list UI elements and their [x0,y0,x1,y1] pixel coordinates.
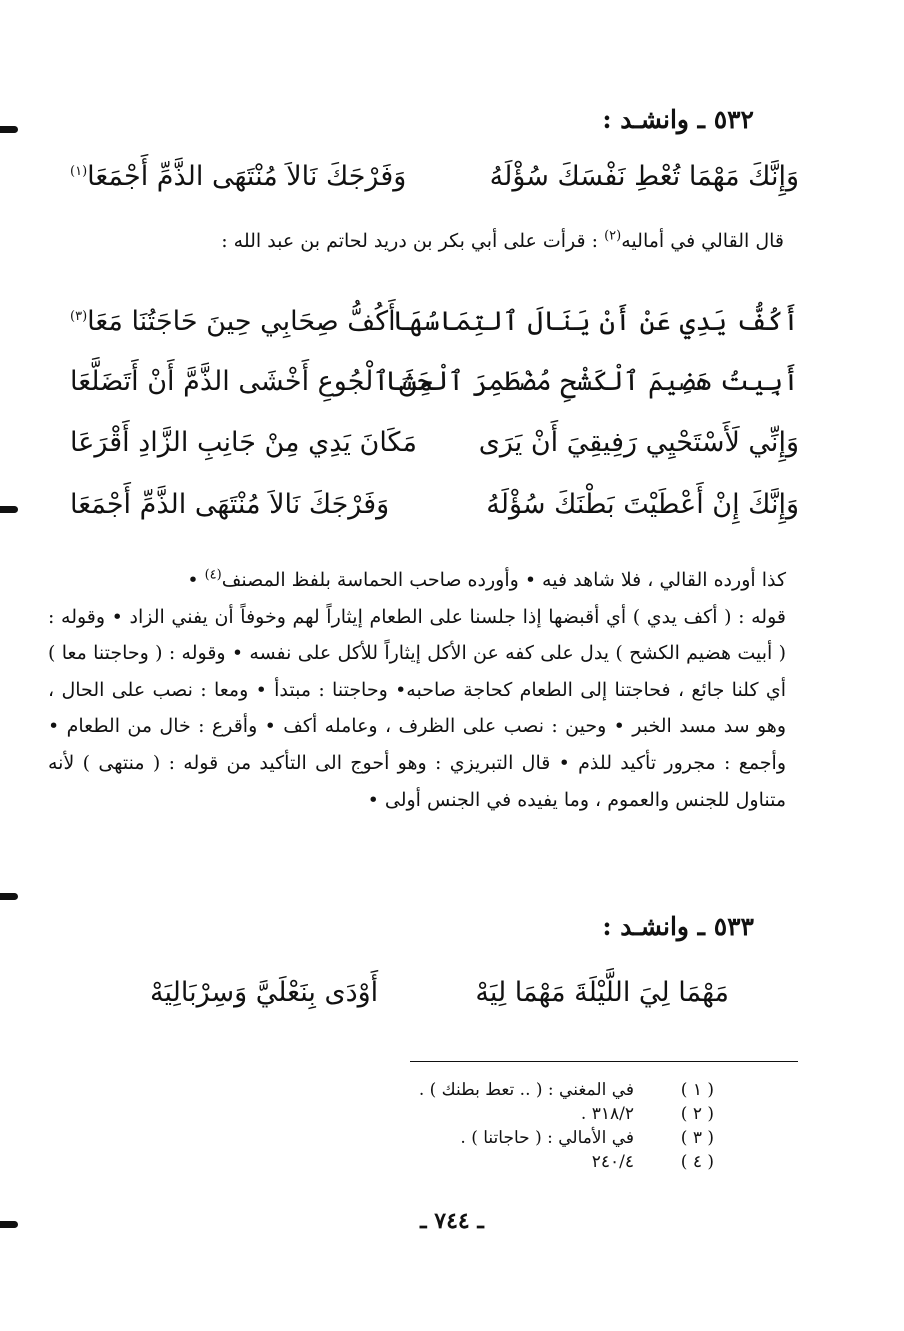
verse-533-first-hemistich: مَهْمَا لِيَ اللَّيْلَةَ مَهْمَا لِيَهْ [475,977,729,1008]
intro-text: قال القالي في أماليه [621,230,784,252]
commentary-p1-end: • [187,569,205,591]
edge-mark [0,126,18,133]
poem-line [70,480,799,530]
commentary-paragraph-2: قوله : ( أكف يدي ) أي أقبضها إذا جلسنا على الطعام إيثاراً لهم وخوفاً أن يفني الزاد • وقوله : ( أبيت هضيم الكشح ) يدل على كفه عن الأكل إيثاراً للأكل على نفسه • وقوله : ( وحاجتنا معا ) أي كلنا جائع ، فحاجتنا إلى الطعام كحاجة صاحبه• وحاجتنا : مبتدأ • ومعا : نصب على الحال ، وهو سد مسد الخبر • وحين : نصب على الظرف ، وعامله أكف • وأقرع : خال من الطعام • وأجمع : مجرور تأكيد للذم • قال التبريزي : وهو أحوج الى التأكيد من قوله : ( منتهى ) لأنه متناول للجنس والعموم ، وما يفيده في الجنس أولى • [48,605,786,811]
footnote-number: ( ١ ) [680,1080,714,1100]
footnote-ref-3[interactable]: (٣) [70,309,88,324]
edge-mark [0,506,18,513]
poem-line-4-second-hemistich: وَفَرْجَكَ نَالاَ مُنْتَهَى الذَّمِّ أَجْمَعَا [70,489,390,520]
poem-line [70,418,799,468]
footnote-ref-2[interactable]: (٢) [604,228,622,244]
poem-line-1-second-text: أَكُفُّ صِحَابِي حِينَ حَاجَتُنَا مَعَا [87,306,396,337]
verse-532 [70,152,799,202]
poem-line-3-first-hemistich: وَإِنِّي لَأَسْتَحْيِي رَفِيقِيَ أَنْ يَرَى [478,427,799,458]
intro-text-after: : قرأت على أبي بكر بن دريد لحاتم بن عبد الله : [221,230,605,252]
heading-533: ٥٣٣ ـ وانشـد : [602,912,754,941]
footnotes [419,1078,714,1174]
footnote-item [419,1126,714,1150]
commentary [48,562,786,818]
footnote-item [419,1150,714,1174]
verse-533 [150,968,729,1018]
footnote-number: ( ٤ ) [680,1152,714,1172]
footnote-ref-1[interactable]: (١) [70,164,88,179]
footnote-text: في الأمالي : ( حاجاتنا ) . [460,1128,634,1148]
verse-532-second-text: وَفَرْجَكَ نَالاَ مُنْتَهَى الذَّمِّ أَجْمَعَا [87,161,407,192]
poem-line-1-first-hemistich: أَكُفُّ يَدِي عَنْ أَنْ يَنَالَ ٱلتِمَاسُهَا [392,306,799,337]
poem-line [70,357,799,407]
poem-line [70,297,799,347]
commentary-paragraph-1 [48,562,786,599]
footnote-number: ( ٢ ) [680,1104,714,1124]
footnote-item [419,1102,714,1126]
heading-532: ٥٣٢ ـ وانشـد : [602,105,754,134]
verse-532-second-hemistich [70,152,406,202]
verse-532-first-hemistich: وَإِنَّكَ مَهْمَا تُعْطِ نَفْسَكَ سُؤْلَهُ [489,161,799,192]
edge-mark [0,893,18,900]
footnote-separator [410,1061,798,1062]
footnote-item [419,1078,714,1102]
footnote-text: ٢٤٠/٤ [591,1152,634,1172]
poem-line-1-second-hemistich [70,297,396,347]
poem-line-2-first-hemistich: أَبِيتُ هَضِيمَ ٱلْكَشْحِ مُضْطَمِرَ ٱلْحَشَا [384,366,799,397]
footnote-text: في المغني : ( .. تعط بطنك ) . [418,1080,634,1100]
poem-line-3-second-hemistich: مَكَانَ يَدِي مِنْ جَانِبِ الزَّادِ أَقْرَعَا [70,427,417,458]
page-number: ـ ٧٤٤ ـ [420,1208,484,1234]
footnote-ref-4[interactable]: (٤) [204,567,222,583]
intro-line [221,230,784,252]
footnote-text: ٣١٨/٢ . [580,1104,634,1124]
commentary-p1-text: كذا أورده القالي ، فلا شاهد فيه • وأورده صاحب الحماسة بلفظ المصنف [221,569,786,591]
verse-533-second-hemistich: أَوْدَى بِنَعْلَيَّ وَسِرْبَالِيَهْ [150,977,379,1008]
poem-line-4-first-hemistich: وَإِنَّكَ إِنْ أَعْطَيْتَ بَطْنَكَ سُؤْلَهُ [486,489,799,520]
footnote-number: ( ٣ ) [680,1128,714,1148]
poem-line-2-second-hemistich: مِنَ ٱلْجُوعِ أَخْشَى الذَّمَّ أَنْ أَتَضَلَّعَا [70,366,433,397]
